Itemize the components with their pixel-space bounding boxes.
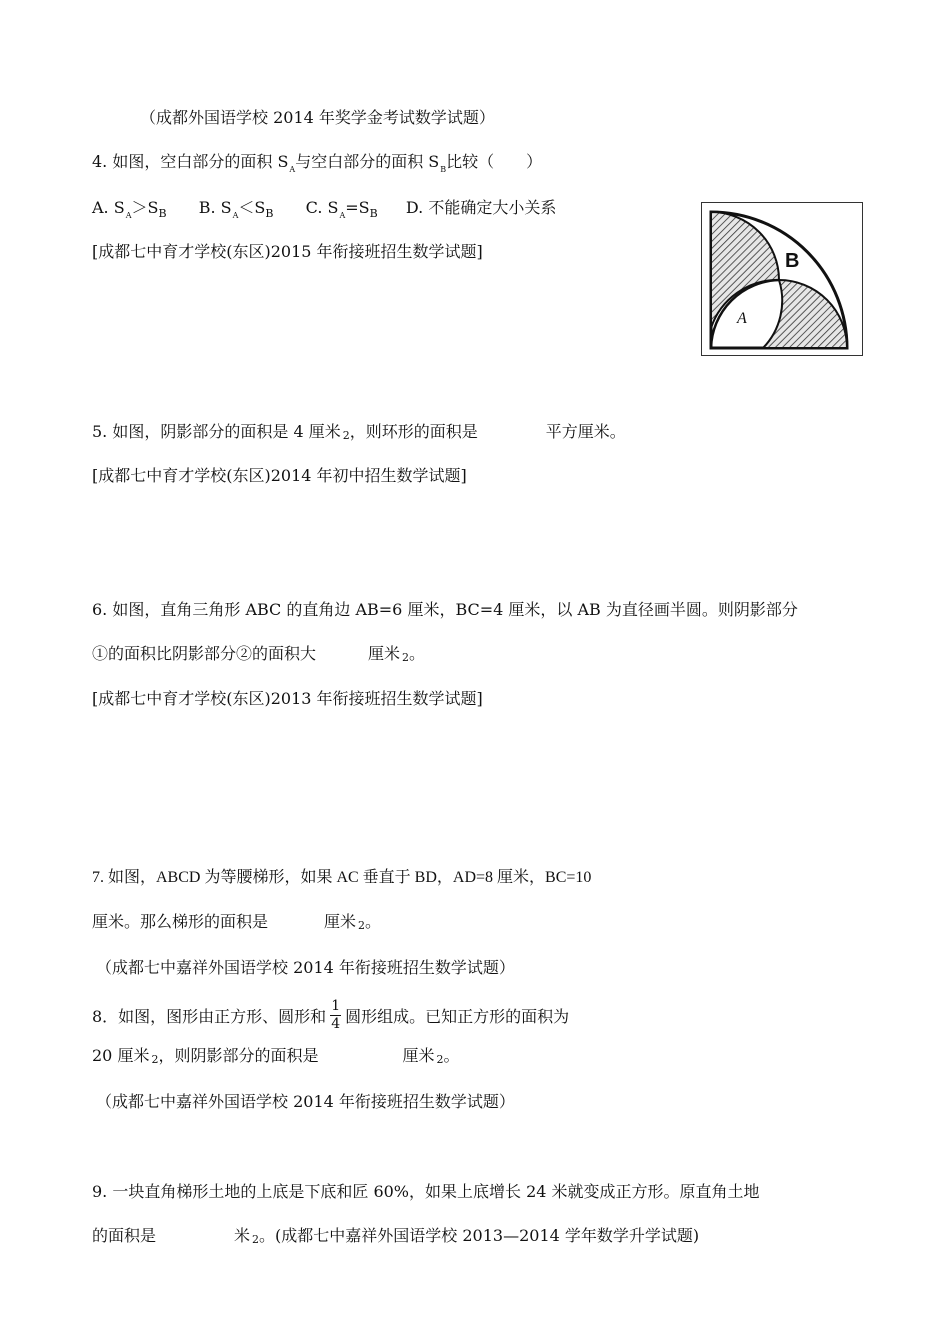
q9-stem-line2: 的面积是 米 2。(成都七中嘉祥外国语学校 2013—2014 学年数学升学试题)	[92, 1226, 700, 1246]
q4-option-a: A. $S_A>S_B$	[92, 198, 167, 220]
q6-stem-line1: 6. 如图，直角三角形 ABC 的直角边 AB=6 厘米，BC=4 厘米，以 AB 为直径画半圆。则阴影部分	[92, 600, 798, 619]
label-b: B	[785, 250, 800, 272]
q4-options	[92, 198, 556, 221]
q4-figure	[701, 202, 863, 356]
q4-option-d: D. 不能确定大小关系	[405, 198, 557, 217]
q4-source: [成都七中育才学校(东区)2015 年衔接班招生数学试题]	[92, 242, 483, 261]
q5-stem: 5. 如图，阴影部分的面积是 4 厘米 2，则环形的面积是 平方厘米。	[92, 422, 626, 442]
label-a: A	[737, 310, 747, 327]
q7-stem-line2: 厘米。那么梯形的面积是 厘米 2。	[92, 912, 382, 932]
q9-stem-line1: 9. 一块直角梯形土地的上底是下底和匠 60%，如果上底增长 24 米就变成正方形。原直角土地	[92, 1182, 760, 1201]
q4-option-b: B. $S_A<S_B$	[198, 198, 274, 220]
fraction-one-quarter: $\frac{1}{4}$	[331, 998, 341, 1032]
q8-stem-line1: 8．如图，图形由正方形、圆形和 $\frac{1}{4}$ 圆形组成。已知正方形的面积为	[92, 998, 570, 1032]
q4-option-c: C. $S_A=S_B$	[305, 198, 378, 220]
q5-source: [成都七中育才学校(东区)2014 年初中招生数学试题]	[92, 466, 467, 485]
q8-source: （成都七中嘉祥外国语学校 2014 年衔接班招生数学试题）	[96, 1092, 515, 1111]
q7-source: （成都七中嘉祥外国语学校 2014 年衔接班招生数学试题）	[96, 958, 515, 977]
q7-stem-line1: 7. 如图，ABCD 为等腰梯形，如果 AC 垂直于 BD，AD=8 厘米，BC=10	[92, 869, 592, 886]
q8-stem-line2: 20 厘米 2，则阴影部分的面积是 厘米 2。	[92, 1046, 460, 1066]
q3-source: （成都外国语学校 2014 年奖学金考试数学试题）	[140, 108, 495, 127]
q6-stem-line2: ①的面积比阴影部分②的面积大 厘米 2。	[92, 644, 426, 664]
q4-stem: 4. 如图，空白部分的面积 $S_A$与空白部分的面积 $S_B$比较（ ）	[92, 152, 543, 174]
q6-source: [成都七中育才学校(东区)2013 年衔接班招生数学试题]	[92, 689, 483, 708]
